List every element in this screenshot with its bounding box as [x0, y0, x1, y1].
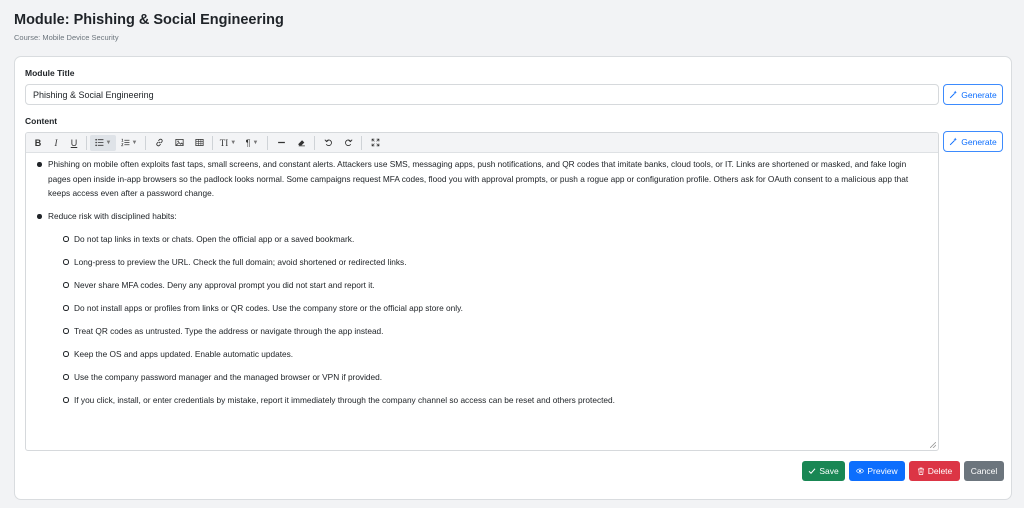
generate-content-button[interactable]	[943, 131, 1003, 152]
horizontal-rule-icon	[277, 138, 286, 147]
preview-label: Preview	[867, 466, 898, 476]
list-item: Use the company password manager and the managed browser or VPN if provided.	[48, 370, 930, 385]
list-item: Long-press to preview the URL. Check the full domain; avoid shortened or redirected links.	[48, 255, 930, 270]
delete-button[interactable]	[909, 461, 960, 481]
generate-content-label: Generate	[961, 136, 997, 147]
numbered-list-icon	[121, 138, 130, 147]
link-icon	[155, 138, 164, 147]
delete-label: Delete	[927, 466, 953, 476]
list-item: Never share MFA codes. Deny any approval prompt you did not start and report it.	[48, 278, 930, 293]
content-editor[interactable]	[25, 132, 939, 451]
horizontal-rule-button[interactable]	[271, 135, 291, 151]
link-button[interactable]	[149, 135, 169, 151]
chevron-down-icon: ▼	[131, 139, 138, 146]
chevron-down-icon: ▼	[230, 139, 237, 146]
list-item: Treat QR codes as untrusted. Type the address or navigate through the app instead.	[48, 324, 930, 339]
save-label: Save	[819, 466, 839, 476]
module-title-label: Module Title	[25, 68, 75, 78]
paragraph-button[interactable]	[240, 135, 264, 151]
save-button[interactable]	[802, 461, 845, 481]
module-form-card	[14, 56, 1012, 500]
content-label: Content	[25, 116, 58, 126]
preview-button[interactable]	[849, 461, 905, 481]
generate-title-label: Generate	[961, 89, 997, 100]
font-size-button[interactable]	[216, 135, 240, 151]
list-item: Phishing on mobile often exploits fast taps, small screens, and constant alerts. Attackers use SMS, messaging apps, push notifications, and QR codes that imitate banks, cloud tools, or IT. Links are shortened or masked, and fake login pages open inside in-app browsers so the padlock looks normal. Some campaigns request MFA codes, flood you with approval prompts, or push a rogue app or configuration profile. Others ask for OAuth consent to a malicious app that keeps access even after a password change.	[34, 157, 930, 201]
undo-icon	[324, 138, 333, 147]
toolbar-divider	[361, 136, 362, 150]
habits-heading: Reduce risk with disciplined habits:	[48, 211, 177, 221]
table-button[interactable]	[189, 135, 209, 151]
redo-button[interactable]	[338, 135, 358, 151]
image-icon	[175, 138, 184, 147]
bullet-list-button[interactable]	[90, 135, 116, 151]
list-item	[34, 209, 930, 407]
course-subtitle: Course: Mobile Device Security	[14, 33, 119, 42]
magic-wand-icon	[949, 90, 958, 99]
module-title-input[interactable]	[25, 84, 939, 105]
check-icon	[808, 467, 816, 475]
eye-icon	[856, 467, 864, 475]
page-title: Module: Phishing & Social Engineering	[14, 12, 284, 28]
undo-button[interactable]	[318, 135, 338, 151]
fullscreen-icon	[371, 138, 380, 147]
toolbar-divider	[212, 136, 213, 150]
numbered-list-button[interactable]	[116, 135, 142, 151]
list-item: If you click, install, or enter credentials by mistake, report it immediately through the company channel so access can be reset and others protected.	[48, 393, 930, 408]
chevron-down-icon: ▼	[252, 139, 259, 146]
magic-wand-icon	[949, 137, 958, 146]
table-icon	[195, 138, 204, 147]
eraser-icon	[297, 138, 306, 147]
toolbar-divider	[86, 136, 87, 150]
clear-format-button[interactable]	[291, 135, 311, 151]
image-button[interactable]	[169, 135, 189, 151]
bullet-list-icon	[95, 138, 104, 147]
editor-content[interactable]	[26, 153, 938, 407]
list-item: Do not tap links in texts or chats. Open the official app or a saved bookmark.	[48, 232, 930, 247]
font-size-label: TI	[219, 137, 229, 148]
toolbar-divider	[314, 136, 315, 150]
list-item: Do not install apps or profiles from links or QR codes. Use the company store or the official app store only.	[48, 301, 930, 316]
paragraph-label: ¶	[245, 137, 251, 148]
cancel-button[interactable]	[964, 461, 1004, 481]
resize-handle-icon[interactable]	[930, 442, 936, 448]
list-item: Keep the OS and apps updated. Enable automatic updates.	[48, 347, 930, 362]
generate-title-button[interactable]	[943, 84, 1003, 105]
chevron-down-icon: ▼	[105, 139, 112, 146]
fullscreen-button[interactable]	[365, 135, 385, 151]
toolbar-divider	[145, 136, 146, 150]
bold-button[interactable]: B	[34, 137, 42, 148]
cancel-label: Cancel	[970, 466, 998, 476]
redo-icon	[344, 138, 353, 147]
editor-toolbar	[26, 133, 938, 153]
italic-button[interactable]: I	[54, 137, 58, 148]
toolbar-divider	[267, 136, 268, 150]
underline-button[interactable]: U	[70, 137, 78, 148]
trash-icon	[917, 467, 925, 475]
